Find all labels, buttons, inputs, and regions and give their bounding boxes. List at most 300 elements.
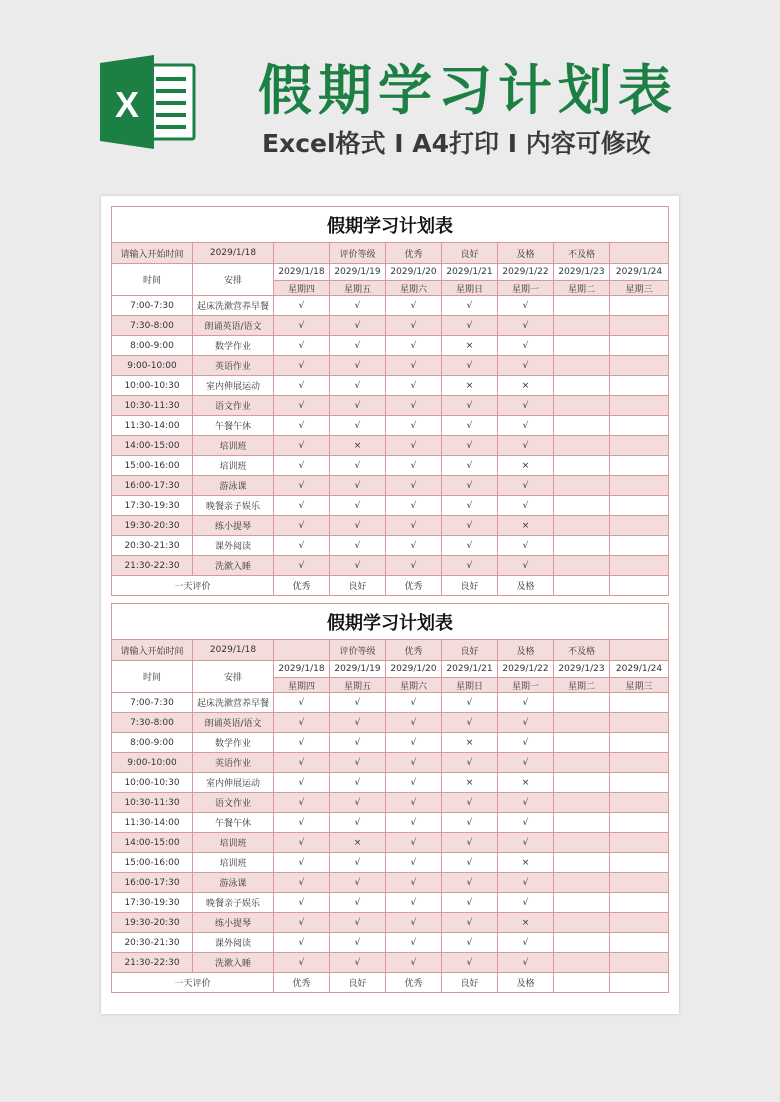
- time-cell: 21:30-22:30: [112, 953, 193, 973]
- check-cell[interactable]: √: [330, 873, 386, 893]
- time-cell: 19:30-20:30: [112, 516, 193, 536]
- check-cell[interactable]: [554, 416, 610, 436]
- evaluation-cell[interactable]: 及格: [498, 973, 554, 993]
- check-cell[interactable]: √: [498, 296, 554, 316]
- evaluation-cell[interactable]: 及格: [498, 576, 554, 596]
- check-cell[interactable]: [610, 713, 669, 733]
- check-cell[interactable]: √: [442, 933, 498, 953]
- check-cell[interactable]: √: [442, 436, 498, 456]
- check-cell[interactable]: √: [442, 316, 498, 336]
- table-row: [112, 556, 669, 576]
- check-cell[interactable]: [610, 296, 669, 316]
- check-cell[interactable]: [554, 536, 610, 556]
- check-cell[interactable]: √: [498, 416, 554, 436]
- table-row: [112, 733, 669, 753]
- check-cell[interactable]: [554, 733, 610, 753]
- check-cell[interactable]: √: [330, 953, 386, 973]
- check-cell[interactable]: √: [498, 693, 554, 713]
- start-date-input[interactable]: 2029/1/18: [193, 243, 274, 264]
- check-cell[interactable]: √: [330, 733, 386, 753]
- check-cell[interactable]: √: [274, 773, 330, 793]
- check-cell[interactable]: √: [274, 536, 330, 556]
- check-cell[interactable]: √: [498, 813, 554, 833]
- legend-item: 评价等级: [330, 243, 386, 264]
- evaluation-cell[interactable]: 优秀: [274, 973, 330, 993]
- check-cell[interactable]: √: [274, 913, 330, 933]
- page-subtitle: Excel格式 I A4打印 I 内容可修改: [262, 129, 651, 158]
- check-cell[interactable]: √: [274, 733, 330, 753]
- check-cell[interactable]: √: [274, 893, 330, 913]
- check-cell[interactable]: ×: [498, 913, 554, 933]
- page-header: [0, 0, 780, 190]
- check-cell[interactable]: √: [274, 316, 330, 336]
- time-cell: 16:00-17:30: [112, 873, 193, 893]
- check-cell[interactable]: ×: [498, 516, 554, 536]
- task-cell: 练小提琴: [193, 913, 274, 933]
- check-cell[interactable]: √: [274, 556, 330, 576]
- check-cell[interactable]: √: [442, 416, 498, 436]
- check-cell[interactable]: [554, 753, 610, 773]
- check-cell[interactable]: [610, 416, 669, 436]
- task-cell: 培训班: [193, 833, 274, 853]
- evaluation-cell[interactable]: [554, 973, 610, 993]
- check-cell[interactable]: √: [442, 536, 498, 556]
- check-cell[interactable]: √: [274, 953, 330, 973]
- table-row: [112, 356, 669, 376]
- time-cell: 20:30-21:30: [112, 536, 193, 556]
- check-cell[interactable]: [554, 556, 610, 576]
- check-cell[interactable]: [554, 953, 610, 973]
- check-cell[interactable]: √: [330, 933, 386, 953]
- weekday-header: 星期五: [330, 281, 386, 296]
- check-cell[interactable]: √: [274, 356, 330, 376]
- check-cell[interactable]: √: [330, 893, 386, 913]
- check-cell[interactable]: √: [386, 376, 442, 396]
- check-cell[interactable]: [610, 893, 669, 913]
- check-cell[interactable]: [610, 456, 669, 476]
- check-cell[interactable]: [554, 713, 610, 733]
- check-cell[interactable]: ×: [442, 733, 498, 753]
- weekday-header: 星期五: [330, 678, 386, 693]
- check-cell[interactable]: √: [442, 753, 498, 773]
- check-cell[interactable]: [610, 436, 669, 456]
- check-cell[interactable]: [610, 693, 669, 713]
- check-cell[interactable]: √: [386, 913, 442, 933]
- legend-item: 及格: [498, 640, 554, 661]
- check-cell[interactable]: √: [498, 753, 554, 773]
- evaluation-cell[interactable]: [554, 576, 610, 596]
- date-header: 2029/1/21: [442, 264, 498, 281]
- time-cell: 10:30-11:30: [112, 793, 193, 813]
- check-cell[interactable]: √: [274, 496, 330, 516]
- legend-spacer: [274, 640, 330, 661]
- check-cell[interactable]: √: [330, 376, 386, 396]
- check-cell[interactable]: √: [274, 753, 330, 773]
- check-cell[interactable]: √: [442, 793, 498, 813]
- weekday-header: 星期一: [498, 678, 554, 693]
- time-cell: 15:00-16:00: [112, 456, 193, 476]
- evaluation-cell[interactable]: [610, 973, 669, 993]
- table-row: [112, 753, 669, 773]
- check-cell[interactable]: [610, 793, 669, 813]
- check-cell[interactable]: √: [274, 296, 330, 316]
- plan-table-2: [111, 603, 669, 993]
- start-date-input[interactable]: 2029/1/18: [193, 640, 274, 661]
- check-cell[interactable]: √: [442, 496, 498, 516]
- check-cell[interactable]: [554, 913, 610, 933]
- table-title-row: [112, 604, 669, 640]
- weekday-header: 星期日: [442, 678, 498, 693]
- check-cell[interactable]: √: [274, 933, 330, 953]
- check-cell[interactable]: √: [274, 376, 330, 396]
- check-cell[interactable]: ×: [442, 376, 498, 396]
- check-cell[interactable]: √: [274, 793, 330, 813]
- check-cell[interactable]: [554, 793, 610, 813]
- task-cell: 课外阅读: [193, 536, 274, 556]
- check-cell[interactable]: √: [274, 416, 330, 436]
- check-cell[interactable]: [610, 496, 669, 516]
- task-cell: 朗诵英语/语文: [193, 713, 274, 733]
- table-row: [112, 396, 669, 416]
- check-cell[interactable]: ×: [498, 456, 554, 476]
- check-cell[interactable]: √: [274, 516, 330, 536]
- task-cell: 午餐午休: [193, 813, 274, 833]
- time-cell: 10:00-10:30: [112, 376, 193, 396]
- check-cell[interactable]: √: [274, 476, 330, 496]
- check-cell[interactable]: [610, 516, 669, 536]
- check-cell[interactable]: ×: [498, 376, 554, 396]
- check-cell[interactable]: [554, 356, 610, 376]
- check-cell[interactable]: √: [442, 833, 498, 853]
- check-cell[interactable]: √: [330, 316, 386, 336]
- check-cell[interactable]: [554, 853, 610, 873]
- check-cell[interactable]: √: [386, 496, 442, 516]
- time-header: 时间: [112, 661, 193, 693]
- check-cell[interactable]: [610, 356, 669, 376]
- task-cell: 培训班: [193, 436, 274, 456]
- check-cell[interactable]: √: [386, 713, 442, 733]
- table-row: [112, 813, 669, 833]
- check-cell[interactable]: √: [330, 396, 386, 416]
- check-cell[interactable]: √: [386, 476, 442, 496]
- check-cell[interactable]: [610, 733, 669, 753]
- check-cell[interactable]: √: [386, 893, 442, 913]
- check-cell[interactable]: ×: [442, 773, 498, 793]
- evaluation-cell[interactable]: [610, 576, 669, 596]
- evaluation-cell[interactable]: 优秀: [274, 576, 330, 596]
- check-cell[interactable]: √: [442, 396, 498, 416]
- legend-spacer: [274, 243, 330, 264]
- check-cell[interactable]: [554, 933, 610, 953]
- check-cell[interactable]: √: [386, 833, 442, 853]
- plan-header: 安排: [193, 264, 274, 296]
- check-cell[interactable]: √: [330, 556, 386, 576]
- check-cell[interactable]: √: [498, 496, 554, 516]
- check-cell[interactable]: √: [498, 396, 554, 416]
- task-cell: 起床洗漱营养早餐: [193, 693, 274, 713]
- check-cell[interactable]: √: [386, 516, 442, 536]
- time-cell: 7:00-7:30: [112, 296, 193, 316]
- check-cell[interactable]: √: [442, 953, 498, 973]
- evaluation-cell[interactable]: 良好: [330, 973, 386, 993]
- weekday-header: 星期四: [274, 678, 330, 693]
- check-cell[interactable]: √: [442, 893, 498, 913]
- check-cell[interactable]: [610, 476, 669, 496]
- table-row: [112, 336, 669, 356]
- table-row: [112, 713, 669, 733]
- time-cell: 11:30-14:00: [112, 416, 193, 436]
- check-cell[interactable]: √: [442, 693, 498, 713]
- table-row: [112, 953, 669, 973]
- check-cell[interactable]: [554, 436, 610, 456]
- check-cell[interactable]: √: [498, 336, 554, 356]
- check-cell[interactable]: ×: [498, 773, 554, 793]
- weekday-header: 星期六: [386, 281, 442, 296]
- evaluation-cell[interactable]: 优秀: [386, 576, 442, 596]
- weekday-header: 星期六: [386, 678, 442, 693]
- time-cell: 21:30-22:30: [112, 556, 193, 576]
- time-cell: 11:30-14:00: [112, 813, 193, 833]
- check-cell[interactable]: [610, 753, 669, 773]
- weekday-header: 星期一: [498, 281, 554, 296]
- check-cell[interactable]: [554, 456, 610, 476]
- check-cell[interactable]: √: [498, 436, 554, 456]
- check-cell[interactable]: √: [442, 356, 498, 376]
- check-cell[interactable]: [554, 693, 610, 713]
- check-cell[interactable]: [554, 476, 610, 496]
- check-cell[interactable]: [610, 773, 669, 793]
- check-cell[interactable]: √: [330, 296, 386, 316]
- check-cell[interactable]: [610, 813, 669, 833]
- table-row: [112, 773, 669, 793]
- time-cell: 14:00-15:00: [112, 436, 193, 456]
- task-cell: 数学作业: [193, 336, 274, 356]
- time-cell: 17:30-19:30: [112, 496, 193, 516]
- check-cell[interactable]: √: [330, 853, 386, 873]
- check-cell[interactable]: √: [330, 496, 386, 516]
- check-cell[interactable]: √: [442, 476, 498, 496]
- check-cell[interactable]: √: [386, 773, 442, 793]
- evaluation-label: 一天评价: [112, 973, 274, 993]
- date-header: 2029/1/22: [498, 661, 554, 678]
- check-cell[interactable]: √: [498, 933, 554, 953]
- check-cell[interactable]: √: [386, 416, 442, 436]
- plan-table-1: [111, 206, 669, 596]
- check-cell[interactable]: ×: [330, 833, 386, 853]
- check-cell[interactable]: √: [498, 536, 554, 556]
- check-cell[interactable]: √: [498, 733, 554, 753]
- evaluation-cell[interactable]: 优秀: [386, 973, 442, 993]
- check-cell[interactable]: √: [330, 416, 386, 436]
- check-cell[interactable]: √: [386, 873, 442, 893]
- weekday-header: 星期二: [554, 678, 610, 693]
- check-cell[interactable]: √: [330, 793, 386, 813]
- time-cell: 19:30-20:30: [112, 913, 193, 933]
- check-cell[interactable]: √: [386, 793, 442, 813]
- date-header: 2029/1/18: [274, 264, 330, 281]
- check-cell[interactable]: [610, 933, 669, 953]
- check-cell[interactable]: √: [498, 953, 554, 973]
- check-cell[interactable]: √: [330, 356, 386, 376]
- check-cell[interactable]: [610, 853, 669, 873]
- check-cell[interactable]: √: [330, 456, 386, 476]
- task-cell: 英语作业: [193, 356, 274, 376]
- check-cell[interactable]: √: [442, 296, 498, 316]
- check-cell[interactable]: √: [498, 316, 554, 336]
- check-cell[interactable]: √: [498, 713, 554, 733]
- check-cell[interactable]: √: [274, 813, 330, 833]
- table-row: [112, 456, 669, 476]
- start-and-legend-row: [112, 243, 669, 264]
- check-cell[interactable]: √: [498, 833, 554, 853]
- check-cell[interactable]: √: [330, 516, 386, 536]
- date-header: 2029/1/20: [386, 661, 442, 678]
- time-cell: 8:00-9:00: [112, 336, 193, 356]
- check-cell[interactable]: √: [330, 713, 386, 733]
- check-cell[interactable]: [554, 396, 610, 416]
- check-cell[interactable]: √: [330, 753, 386, 773]
- dates-row: [112, 264, 669, 281]
- check-cell[interactable]: √: [274, 456, 330, 476]
- check-cell[interactable]: [554, 873, 610, 893]
- check-cell[interactable]: [554, 893, 610, 913]
- check-cell[interactable]: √: [386, 853, 442, 873]
- time-cell: 20:30-21:30: [112, 933, 193, 953]
- check-cell[interactable]: √: [498, 556, 554, 576]
- check-cell[interactable]: √: [386, 813, 442, 833]
- check-cell[interactable]: ×: [330, 436, 386, 456]
- date-header: 2029/1/19: [330, 264, 386, 281]
- check-cell[interactable]: √: [386, 396, 442, 416]
- evaluation-cell[interactable]: 良好: [442, 576, 498, 596]
- check-cell[interactable]: √: [330, 336, 386, 356]
- check-cell[interactable]: √: [330, 536, 386, 556]
- check-cell[interactable]: √: [442, 456, 498, 476]
- table-row: [112, 933, 669, 953]
- check-cell[interactable]: √: [330, 773, 386, 793]
- check-cell[interactable]: √: [274, 396, 330, 416]
- table-row: [112, 416, 669, 436]
- check-cell[interactable]: [554, 516, 610, 536]
- table-row: [112, 496, 669, 516]
- check-cell[interactable]: √: [498, 476, 554, 496]
- check-cell[interactable]: [554, 316, 610, 336]
- weekday-header: 星期四: [274, 281, 330, 296]
- table-row: [112, 873, 669, 893]
- date-header: 2029/1/24: [610, 661, 669, 678]
- evaluation-cell[interactable]: 良好: [330, 576, 386, 596]
- check-cell[interactable]: [610, 396, 669, 416]
- check-cell[interactable]: [610, 376, 669, 396]
- check-cell[interactable]: [610, 873, 669, 893]
- check-cell[interactable]: √: [386, 456, 442, 476]
- excel-logo-letter: X: [114, 84, 140, 125]
- check-cell[interactable]: [610, 953, 669, 973]
- check-cell[interactable]: √: [386, 436, 442, 456]
- check-cell[interactable]: √: [386, 536, 442, 556]
- check-cell[interactable]: √: [498, 793, 554, 813]
- check-cell[interactable]: √: [274, 436, 330, 456]
- check-cell[interactable]: √: [498, 893, 554, 913]
- check-cell[interactable]: [610, 833, 669, 853]
- check-cell[interactable]: √: [386, 733, 442, 753]
- check-cell[interactable]: √: [442, 913, 498, 933]
- check-cell[interactable]: [554, 833, 610, 853]
- check-cell[interactable]: ×: [498, 853, 554, 873]
- check-cell[interactable]: √: [386, 356, 442, 376]
- check-cell[interactable]: √: [386, 336, 442, 356]
- check-cell[interactable]: √: [386, 933, 442, 953]
- check-cell[interactable]: √: [442, 516, 498, 536]
- check-cell[interactable]: [610, 316, 669, 336]
- check-cell[interactable]: [554, 336, 610, 356]
- check-cell[interactable]: √: [386, 316, 442, 336]
- table-row: [112, 793, 669, 813]
- check-cell[interactable]: √: [386, 693, 442, 713]
- check-cell[interactable]: √: [274, 713, 330, 733]
- time-cell: 15:00-16:00: [112, 853, 193, 873]
- check-cell[interactable]: √: [386, 753, 442, 773]
- check-cell[interactable]: √: [442, 853, 498, 873]
- legend-item: 及格: [498, 243, 554, 264]
- evaluation-label: 一天评价: [112, 576, 274, 596]
- weekday-header: 星期三: [610, 281, 669, 296]
- check-cell[interactable]: √: [330, 693, 386, 713]
- check-cell[interactable]: [610, 556, 669, 576]
- check-cell[interactable]: √: [330, 913, 386, 933]
- daily-evaluation-row: [112, 576, 669, 596]
- check-cell[interactable]: √: [274, 873, 330, 893]
- table-title: 假期学习计划表: [112, 604, 669, 640]
- check-cell[interactable]: √: [274, 833, 330, 853]
- task-cell: 游泳课: [193, 476, 274, 496]
- check-cell[interactable]: [610, 536, 669, 556]
- check-cell[interactable]: √: [442, 873, 498, 893]
- check-cell[interactable]: [554, 813, 610, 833]
- weekday-header: 星期三: [610, 678, 669, 693]
- check-cell[interactable]: √: [386, 953, 442, 973]
- start-and-legend-row: [112, 640, 669, 661]
- check-cell[interactable]: [610, 336, 669, 356]
- evaluation-cell[interactable]: 良好: [442, 973, 498, 993]
- check-cell[interactable]: √: [498, 873, 554, 893]
- check-cell[interactable]: [554, 496, 610, 516]
- task-cell: 语文作业: [193, 793, 274, 813]
- check-cell[interactable]: [554, 296, 610, 316]
- time-cell: 17:30-19:30: [112, 893, 193, 913]
- task-cell: 室内伸展运动: [193, 376, 274, 396]
- table-row: [112, 833, 669, 853]
- task-cell: 语文作业: [193, 396, 274, 416]
- check-cell[interactable]: ×: [442, 336, 498, 356]
- check-cell[interactable]: √: [274, 853, 330, 873]
- check-cell[interactable]: √: [442, 813, 498, 833]
- check-cell[interactable]: [610, 913, 669, 933]
- check-cell[interactable]: [554, 773, 610, 793]
- check-cell[interactable]: √: [330, 813, 386, 833]
- check-cell[interactable]: √: [386, 556, 442, 576]
- check-cell[interactable]: √: [498, 356, 554, 376]
- check-cell[interactable]: √: [274, 693, 330, 713]
- check-cell[interactable]: [554, 376, 610, 396]
- check-cell[interactable]: √: [386, 296, 442, 316]
- task-cell: 洗漱入睡: [193, 953, 274, 973]
- check-cell[interactable]: √: [442, 556, 498, 576]
- check-cell[interactable]: √: [274, 336, 330, 356]
- check-cell[interactable]: √: [442, 713, 498, 733]
- date-header: 2029/1/24: [610, 264, 669, 281]
- check-cell[interactable]: √: [330, 476, 386, 496]
